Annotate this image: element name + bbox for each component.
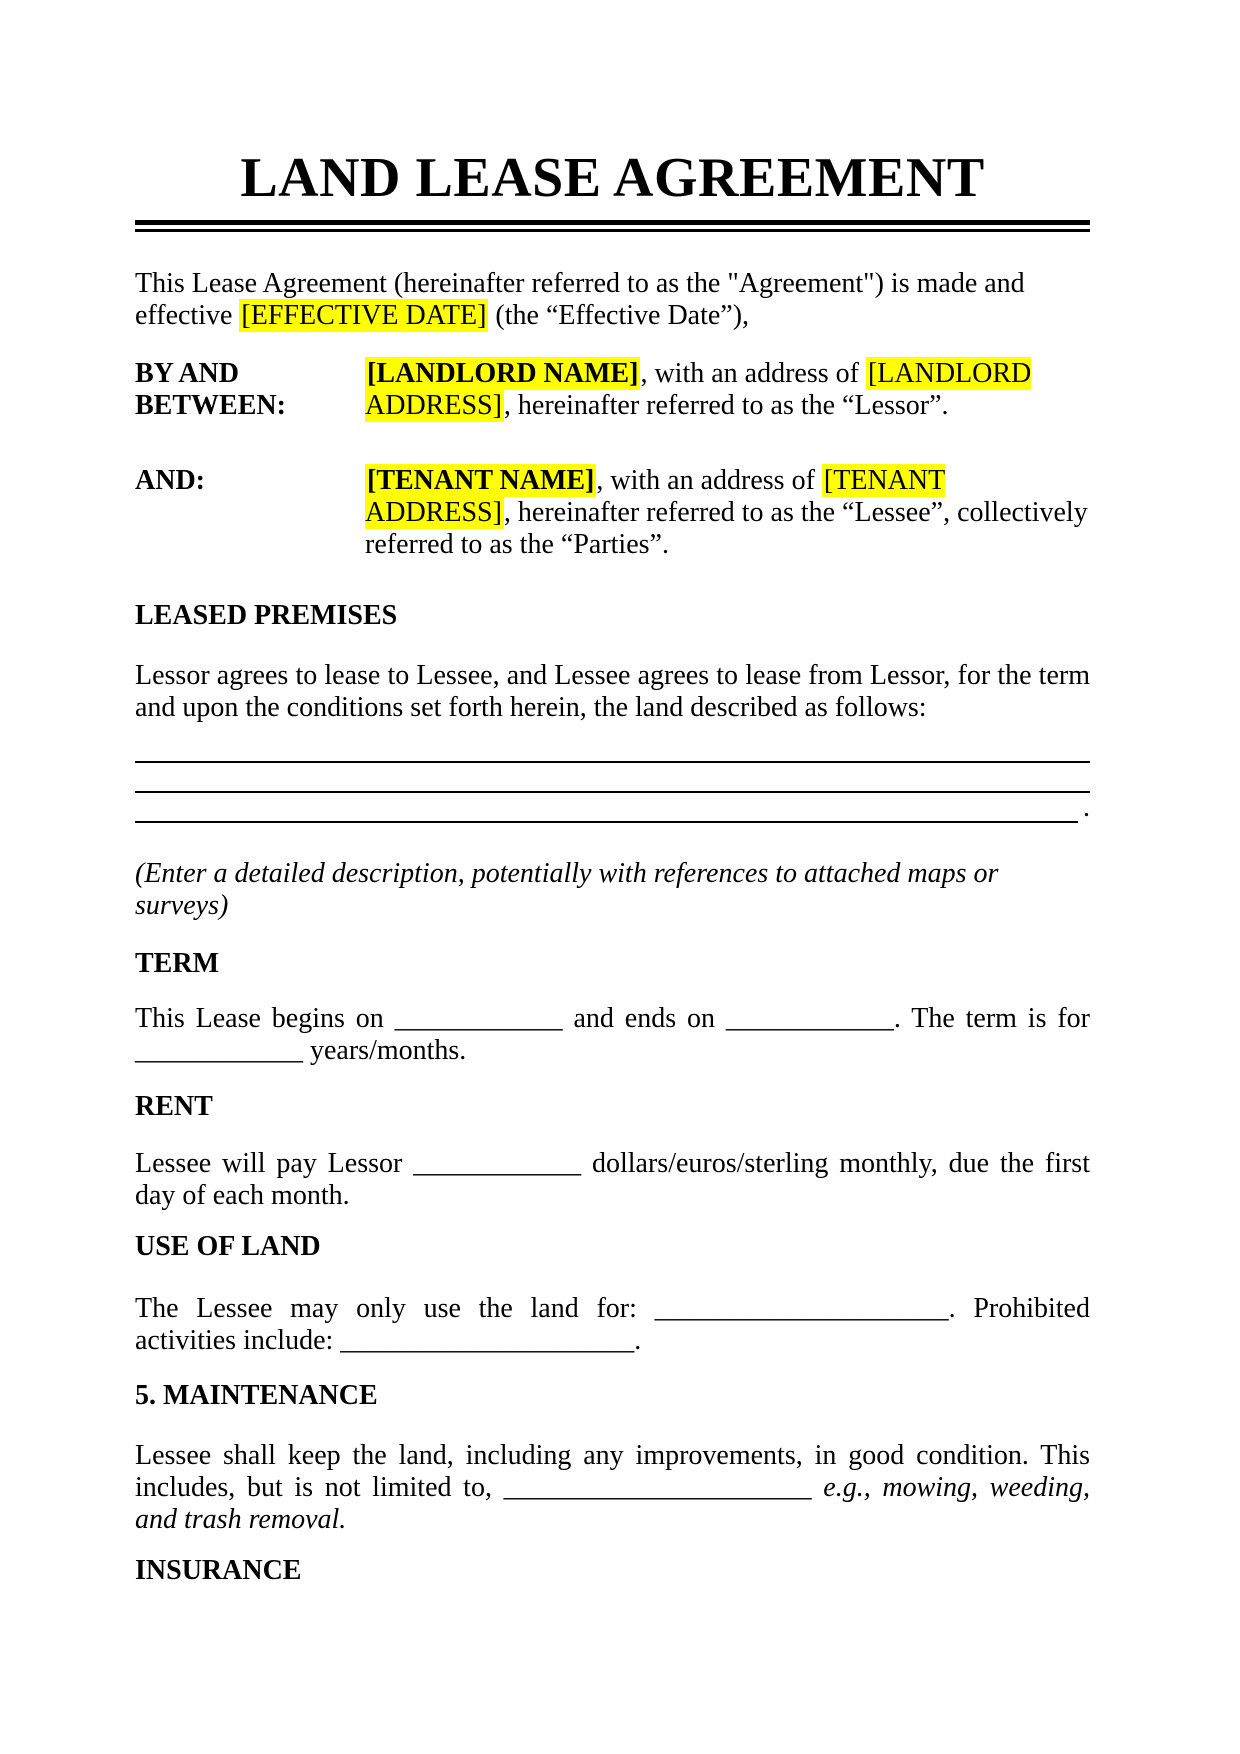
tenant-name-placeholder: [TENANT NAME] <box>367 465 595 496</box>
rent-paragraph <box>135 1148 1090 1212</box>
rent-text-after: dollars/euros/sterling monthly, due the first day of each month. <box>135 1148 1090 1211</box>
title-double-rule <box>135 220 1090 232</box>
use-text-mid: . Prohibited activities include: <box>135 1293 1090 1356</box>
intro-text-before: This Lease Agreement (hereinafter referred to as the "Agreement") is made and effective <box>135 268 1025 331</box>
use-of-land-heading: USE OF LAND <box>135 1231 321 1262</box>
landlord-after-text: , hereinafter referred to as the “Lessor”. <box>503 390 949 421</box>
use-purpose-blank: _____________________ <box>654 1293 949 1324</box>
maintenance-heading: 5. MAINTENANCE <box>135 1380 378 1411</box>
maintenance-text-before: Lessee shall keep the land, including any improvements, in good condition. This includes, but is not limited to, <box>135 1440 1090 1503</box>
effective-date-placeholder: [EFFECTIVE DATE] <box>241 300 487 331</box>
term-text-after: . The term is for <box>893 1003 1090 1034</box>
tenant-after-text: , hereinafter referred to as the “Lessee”, collectively referred to as the “Parties”. <box>365 497 1088 560</box>
description-line-2 <box>135 763 1090 793</box>
document-title: LAND LEASE AGREEMENT <box>240 147 985 209</box>
landlord-party-row <box>135 358 1090 422</box>
landlord-label: BY AND BETWEEN: <box>135 358 286 421</box>
landlord-address-placeholder: [LANDLORD ADDRESS] <box>365 358 1032 421</box>
rent-heading: RENT <box>135 1091 213 1122</box>
rent-text-before: Lessee will pay Lessor <box>135 1148 414 1179</box>
term-text-begin: This Lease begins on <box>135 1003 395 1034</box>
maintenance-blank: ______________________ <box>503 1472 812 1503</box>
use-text-before: The Lessee may only use the land for: <box>135 1293 655 1324</box>
description-note: (Enter a detailed description, potentially with references to attached maps or surveys) <box>135 858 999 921</box>
use-text-end: . <box>634 1325 642 1356</box>
tenant-party-row <box>135 465 1090 561</box>
maintenance-example-text: e.g., mowing, weeding, and trash removal. <box>135 1472 1090 1535</box>
intro-paragraph <box>135 268 1090 332</box>
landlord-mid-text: , with an address of <box>640 358 866 389</box>
landlord-value <box>365 358 1090 422</box>
term-start-blank: ____________ <box>394 1003 563 1034</box>
term-heading: TERM <box>135 948 219 979</box>
tenant-mid-text: , with an address of <box>596 465 822 496</box>
term-end-blank: ____________ <box>725 1003 894 1034</box>
tenant-value <box>365 465 1090 561</box>
landlord-name-placeholder: [LANDLORD NAME] <box>367 358 639 389</box>
description-blank-lines <box>135 733 1090 823</box>
description-line-3-rule <box>135 793 1078 823</box>
use-of-land-paragraph <box>135 1293 1090 1357</box>
term-text-end: years/months. <box>303 1035 467 1066</box>
intro-text-after: (the “Effective Date”), <box>488 300 750 331</box>
term-paragraph <box>135 1003 1090 1067</box>
tenant-label: AND: <box>135 465 205 496</box>
term-text-mid: and ends on <box>562 1003 726 1034</box>
description-line-3-period: . <box>1083 792 1090 823</box>
insurance-heading: INSURANCE <box>135 1555 302 1586</box>
description-line-3 <box>135 793 1090 823</box>
use-prohibited-blank: _____________________ <box>340 1325 635 1356</box>
leased-premises-heading: LEASED PREMISES <box>135 600 398 631</box>
description-line-1 <box>135 733 1090 763</box>
rent-amount-blank: ____________ <box>413 1148 582 1179</box>
term-length-blank: ____________ <box>135 1035 303 1066</box>
tenant-address-placeholder: [TENANT ADDRESS] <box>365 465 946 528</box>
maintenance-paragraph <box>135 1440 1090 1536</box>
leased-premises-paragraph: Lessor agrees to lease to Lessee, and Lessee agrees to lease from Lessor, for the term and upon the conditions set forth herein, the land described as follows: <box>135 660 1090 723</box>
